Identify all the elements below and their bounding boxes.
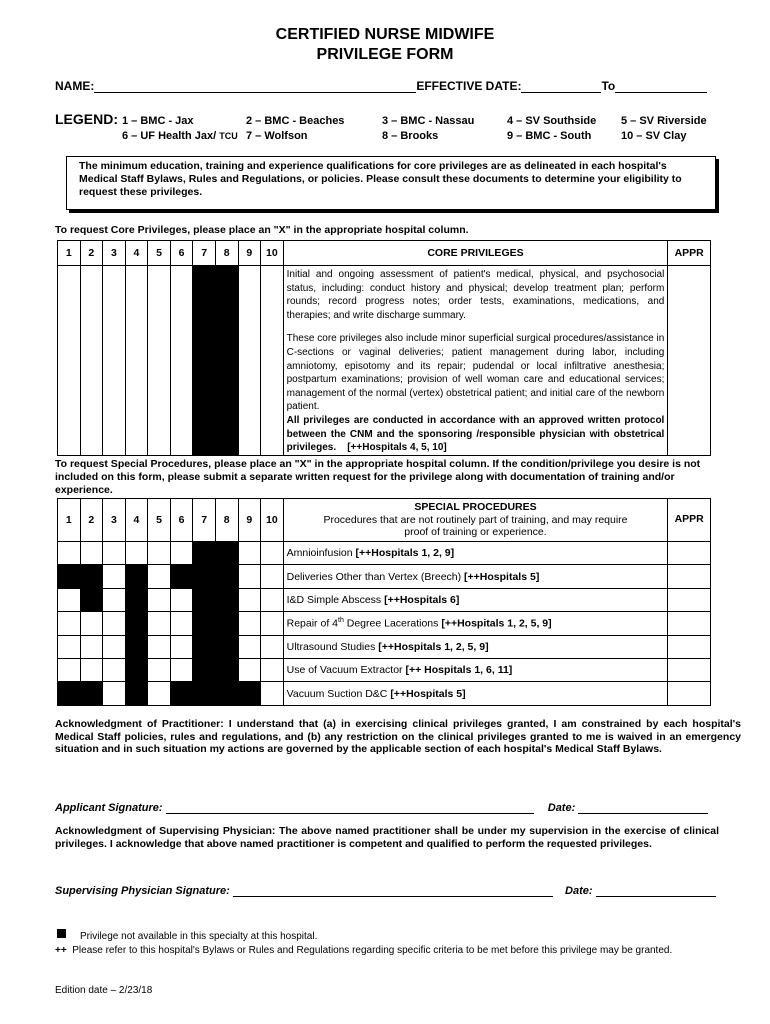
core-privileges-heading: CORE PRIVILEGES: [283, 241, 668, 266]
core-paragraph-2: These core privileges also include minor superficial surgical procedures/assistance in C-sections or vaginal deliveries; patient management during labor, including amniotomy, episotomy and its repair; pudendal or local infiltrative anesthesia; postpartum examinations; provision of well woman care and educational services; management of the normal (vertex) obstetrical patient; and initial care of the newborn patient.: [286, 333, 665, 413]
unavailable-cell: [215, 266, 238, 456]
procedure-appr-cell[interactable]: [668, 635, 711, 658]
unavailable-cell: [215, 612, 238, 635]
hospital-column-header: 2: [80, 499, 103, 542]
hospital-checkbox-cell[interactable]: [261, 658, 284, 681]
applicant-date-label: Date:: [547, 802, 576, 814]
procedure-row: [58, 565, 711, 588]
physician-date-field[interactable]: [596, 885, 716, 897]
unavailable-cell: [193, 612, 216, 635]
legend-item: 3 – BMC - Nassau: [382, 115, 475, 127]
hospital-checkbox-cell[interactable]: [148, 266, 171, 456]
hospital-checkbox-cell[interactable]: [125, 266, 148, 456]
effective-date-label: EFFECTIVE DATE:: [416, 79, 522, 93]
unavailable-cell: [58, 682, 81, 705]
hospital-checkbox-cell[interactable]: [170, 612, 193, 635]
hospital-column-header: 4: [125, 499, 148, 542]
unavailable-cell: [170, 565, 193, 588]
hospital-checkbox-cell[interactable]: [261, 682, 284, 705]
eligibility-notice: The minimum education, training and experience qualifications for core privileges are as delineated in each hospital's Medical Staff Bylaws, Rules and Regulations, or policies. Please consult these documents to determine your eligibility to request these privileges.: [79, 160, 682, 198]
physician-date-label: Date:: [565, 885, 593, 897]
unavailable-cell: [125, 565, 148, 588]
hospital-checkbox-cell[interactable]: [103, 565, 126, 588]
unavailable-cell: [125, 635, 148, 658]
hospital-column-header: 9: [238, 499, 261, 542]
hospital-checkbox-cell[interactable]: [238, 635, 261, 658]
procedure-name: Repair of 4th Degree Lacerations [++Hospitals 1, 2, 5, 9]: [283, 612, 668, 635]
practitioner-acknowledgment: Acknowledgment of Practitioner: I understand that (a) in exercising clinical privileges granted, I am constrained by each hospital's Medical Staff policies, rules and regulations, and (b) any restriction on the clinical privileges granted to me is waived in an emergency situation and in such situation my actions are governed by the applicable section of each hospital's Medical Staff Bylaws.: [55, 718, 741, 755]
core-privileges-description: [283, 266, 668, 456]
procedure-appr-cell[interactable]: [668, 658, 711, 681]
special-procedures-table: [57, 498, 711, 706]
physician-acknowledgment: Acknowledgment of Supervising Physician: The above named practitioner shall be under my supervision in the exercise of clinical privileges. I acknowledge that above named practitioner is competent and qualified to perform the requested privileges.: [55, 825, 719, 850]
hospital-checkbox-cell[interactable]: [103, 266, 126, 456]
hospital-checkbox-cell[interactable]: [148, 635, 171, 658]
form-title-line2: PRIVILEGE FORM: [316, 46, 454, 63]
hospital-checkbox-cell[interactable]: [238, 612, 261, 635]
unavailable-cell: [215, 635, 238, 658]
hospital-checkbox-cell[interactable]: [103, 635, 126, 658]
applicant-signature-row: [55, 802, 735, 814]
hospital-column-header: 2: [80, 241, 103, 266]
hospital-checkbox-cell[interactable]: [103, 612, 126, 635]
name-field[interactable]: [94, 81, 416, 93]
hospital-checkbox-cell[interactable]: [238, 588, 261, 611]
legend-item: 10 – SV Clay: [621, 130, 687, 142]
hospital-checkbox-cell[interactable]: [103, 542, 126, 565]
hospital-checkbox-cell[interactable]: [148, 658, 171, 681]
appr-header: APPR: [668, 241, 711, 266]
procedure-row: [58, 635, 711, 658]
hospital-checkbox-cell[interactable]: [238, 266, 261, 456]
unavailable-cell: [193, 588, 216, 611]
hospital-checkbox-cell[interactable]: [238, 542, 261, 565]
hospital-checkbox-cell[interactable]: [58, 266, 81, 456]
unavailable-cell: [215, 658, 238, 681]
procedure-row: [58, 588, 711, 611]
hospital-checkbox-cell[interactable]: [261, 635, 284, 658]
hospital-column-header: 4: [125, 241, 148, 266]
hospital-column-header: 3: [103, 499, 126, 542]
legend-item: 7 – Wolfson: [246, 130, 308, 142]
unavailable-cell: [193, 266, 216, 456]
to-label: To: [601, 79, 616, 93]
plus-plus-symbol: ++: [55, 945, 67, 956]
hospital-checkbox-cell[interactable]: [125, 542, 148, 565]
legend-item: 2 – BMC - Beaches: [246, 115, 345, 127]
legend-item: 4 – SV Southside: [507, 115, 597, 127]
hospital-checkbox-cell[interactable]: [80, 542, 103, 565]
procedure-row: [58, 612, 711, 635]
hospital-column-header: 1: [58, 499, 81, 542]
core-paragraph-1: Initial and ongoing assessment of patient's medical, physical, and psychosocial status, including: conduct history and physical; develop treatment plan; perform rounds; record progress notes; order tests, examinations, medications, and therapies; and write discharge summary.: [286, 269, 665, 321]
hospital-checkbox-cell[interactable]: [170, 588, 193, 611]
unavailable-cell: [193, 635, 216, 658]
unavailable-cell: [125, 682, 148, 705]
physician-signature-field[interactable]: [233, 885, 553, 897]
special-header-row: [58, 499, 711, 542]
core-paragraph-3: All privileges are conducted in accordance with an approved written protocol between the CNM and the sponsoring /responsible physician with obstetrical privileges. [++Hospitals 4, 5, 10]: [286, 414, 665, 454]
procedure-name: Use of Vacuum Extractor [++ Hospitals 1, 6, 11]: [283, 658, 668, 681]
name-label: NAME:: [55, 79, 95, 93]
hospital-checkbox-cell[interactable]: [238, 565, 261, 588]
hospital-checkbox-cell[interactable]: [103, 682, 126, 705]
hospital-checkbox-cell[interactable]: [261, 565, 284, 588]
appr-header: APPR: [668, 499, 711, 542]
unavailable-cell: [215, 588, 238, 611]
special-procedures-heading-cell: [283, 499, 668, 542]
procedure-name: Amnioinfusion [++Hospitals 1, 2, 9]: [283, 542, 668, 565]
hospital-column-header: 6: [170, 499, 193, 542]
effective-date-to-field[interactable]: [615, 81, 707, 93]
unavailable-cell: [215, 565, 238, 588]
legend-item-6: 6 – UF Health Jax/ TCU: [122, 130, 238, 142]
applicant-signature-label: Applicant Signature:: [55, 802, 163, 814]
hospital-checkbox-cell[interactable]: [58, 588, 81, 611]
physician-signature-label: Supervising Physician Signature:: [55, 885, 230, 897]
hospital-checkbox-cell[interactable]: [148, 588, 171, 611]
hospital-checkbox-cell[interactable]: [261, 588, 284, 611]
unavailable-cell: [125, 588, 148, 611]
hospital-checkbox-cell[interactable]: [170, 635, 193, 658]
procedure-row: [58, 658, 711, 681]
special-procedures-subheading: Procedures that are not routinely part of training, and may require proof of training or experience.: [323, 513, 628, 539]
procedure-row: [58, 542, 711, 565]
unavailable-cell: [193, 682, 216, 705]
unavailable-cell: [58, 565, 81, 588]
hospital-column-header: 10: [261, 241, 284, 266]
applicant-signature-field[interactable]: [166, 802, 534, 814]
hospital-checkbox-cell[interactable]: [80, 635, 103, 658]
hospital-checkbox-cell[interactable]: [170, 266, 193, 456]
procedure-appr-cell[interactable]: [668, 588, 711, 611]
hospital-checkbox-cell[interactable]: [170, 542, 193, 565]
legend-item: 8 – Brooks: [382, 130, 439, 142]
hospital-checkbox-cell[interactable]: [58, 658, 81, 681]
procedure-name: Ultrasound Studies [++Hospitals 1, 2, 5, 9]: [283, 635, 668, 658]
unavailable-cell: [80, 565, 103, 588]
hospital-checkbox-cell[interactable]: [80, 266, 103, 456]
hospital-checkbox-cell[interactable]: [148, 682, 171, 705]
hospital-checkbox-cell[interactable]: [261, 542, 284, 565]
hospital-column-header: 7: [193, 241, 216, 266]
black-square-icon: [57, 929, 66, 938]
applicant-date-field[interactable]: [578, 802, 708, 814]
hospital-column-header: 9: [238, 241, 261, 266]
hospital-checkbox-cell[interactable]: [80, 612, 103, 635]
hospital-checkbox-cell[interactable]: [238, 658, 261, 681]
hospital-column-header: 10: [261, 499, 284, 542]
procedure-appr-cell[interactable]: [668, 612, 711, 635]
procedure-appr-cell[interactable]: [668, 682, 711, 705]
core-body-row: [58, 266, 711, 456]
special-procedures-heading: SPECIAL PROCEDURES: [414, 501, 537, 514]
effective-date-from-field[interactable]: [521, 81, 601, 93]
unavailable-cell: [193, 565, 216, 588]
legend-item: 5 – SV Riverside: [621, 115, 707, 127]
form-title-line1: CERTIFIED NURSE MIDWIFE: [275, 26, 495, 43]
eligibility-notice-box: [66, 156, 716, 210]
hospital-checkbox-cell[interactable]: [80, 658, 103, 681]
hospital-column-header: 5: [148, 241, 171, 266]
unavailable-cell: [193, 658, 216, 681]
hospital-checkbox-cell[interactable]: [148, 612, 171, 635]
unavailable-cell: [80, 588, 103, 611]
hospital-checkbox-cell[interactable]: [58, 612, 81, 635]
hospital-column-header: 5: [148, 499, 171, 542]
unavailable-cell: [125, 612, 148, 635]
core-header-row: [58, 241, 711, 266]
unavailable-cell: [170, 682, 193, 705]
hospital-checkbox-cell[interactable]: [261, 612, 284, 635]
footnote-plus: ++ Please refer to this hospital's Bylaws or Rules and Regulations regarding specific criteria to be met before this privilege may be granted.: [55, 945, 673, 956]
procedure-name: Deliveries Other than Vertex (Breech) [++Hospitals 5]: [283, 565, 668, 588]
footnote-not-available: Privilege not available in this specialty at this hospital.: [80, 931, 318, 942]
legend-item: 1 – BMC - Jax: [122, 115, 194, 127]
legend-item: 9 – BMC - South: [507, 130, 592, 142]
name-row: [55, 79, 725, 93]
hospital-checkbox-cell[interactable]: [103, 588, 126, 611]
unavailable-cell: [193, 542, 216, 565]
hospital-column-header: 8: [215, 241, 238, 266]
hospital-column-header: 1: [58, 241, 81, 266]
unavailable-cell: [215, 682, 238, 705]
hospital-checkbox-cell[interactable]: [58, 542, 81, 565]
unavailable-cell: [238, 682, 261, 705]
core-instruction: To request Core Privileges, please place an "X" in the appropriate hospital column.: [55, 224, 469, 236]
hospital-checkbox-cell[interactable]: [261, 266, 284, 456]
hospital-column-header: 8: [215, 499, 238, 542]
procedure-name: I&D Simple Abscess [++Hospitals 6]: [283, 588, 668, 611]
physician-signature-row: [55, 885, 735, 897]
unavailable-cell: [215, 542, 238, 565]
procedure-row: [58, 682, 711, 705]
hospital-checkbox-cell[interactable]: [103, 658, 126, 681]
hospital-checkbox-cell[interactable]: [148, 542, 171, 565]
procedure-appr-cell[interactable]: [668, 565, 711, 588]
hospital-column-header: 6: [170, 241, 193, 266]
unavailable-cell: [80, 682, 103, 705]
hospital-checkbox-cell[interactable]: [148, 565, 171, 588]
procedure-appr-cell[interactable]: [668, 542, 711, 565]
core-privileges-table: [57, 240, 711, 456]
hospital-column-header: 7: [193, 499, 216, 542]
unavailable-cell: [125, 658, 148, 681]
core-appr-cell[interactable]: [668, 266, 711, 456]
edition-date: Edition date – 2/23/18: [55, 985, 153, 996]
legend-label: LEGEND:: [55, 111, 118, 127]
hospital-checkbox-cell[interactable]: [170, 658, 193, 681]
special-instruction: To request Special Procedures, please place an "X" in the appropriate hospital column. If the condition/privilege you desire is not included on this form, please submit a separate written request for the privilege along with documentation of training and/or experience.: [55, 458, 701, 496]
procedure-name: Vacuum Suction D&C [++Hospitals 5]: [283, 682, 668, 705]
hospital-column-header: 3: [103, 241, 126, 266]
hospital-checkbox-cell[interactable]: [58, 635, 81, 658]
